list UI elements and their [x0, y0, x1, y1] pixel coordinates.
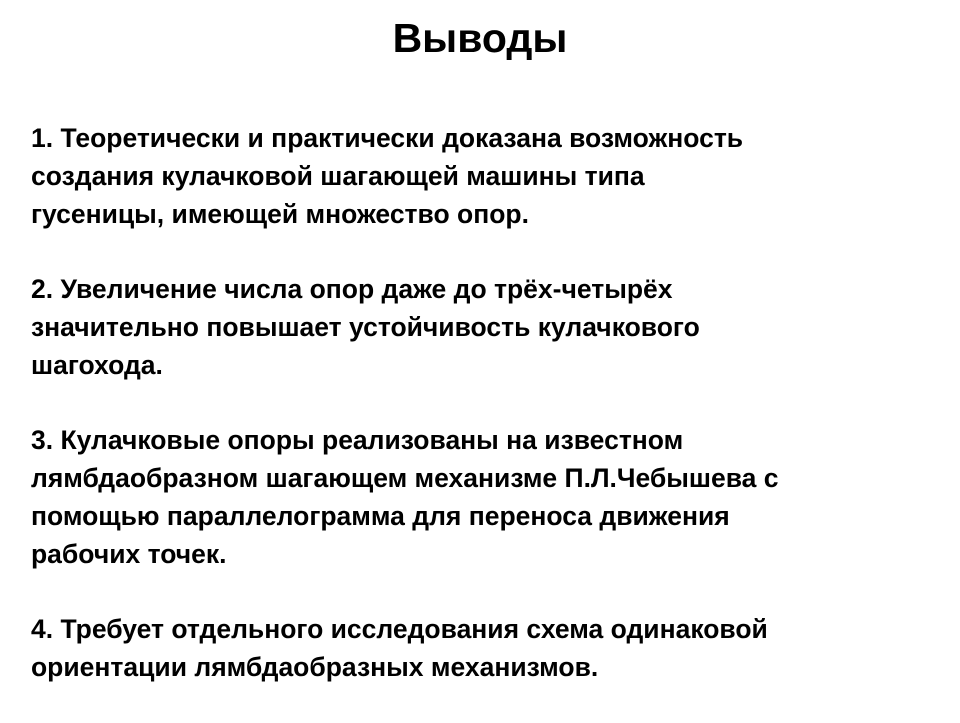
- item-line: лямбдаобразном шагающем механизме П.Л.Чебышева с: [31, 463, 779, 493]
- item-line: помощью параллелограмма для переноса движения: [31, 501, 730, 531]
- item-line: шагохода.: [31, 350, 163, 380]
- item-line: рабочих точек.: [31, 539, 227, 569]
- conclusion-item-1: [31, 119, 946, 233]
- conclusion-item-2: [31, 270, 946, 384]
- item-line: 4. Требует отдельного исследования схема одинаковой: [31, 614, 768, 644]
- item-line: 3. Кулачковые опоры реализованы на известном: [31, 425, 684, 455]
- item-line: создания кулачковой шагающей машины типа: [31, 161, 645, 191]
- conclusions-list: [31, 119, 946, 723]
- conclusion-item-4: [31, 610, 946, 686]
- item-line: 1. Теоретически и практически доказана возможность: [31, 123, 744, 153]
- slide-title: Выводы: [392, 15, 568, 61]
- item-line: 2. Увеличение числа опор даже до трёх-четырёх: [31, 274, 673, 304]
- item-line: гусеницы, имеющей множество опор.: [31, 199, 529, 229]
- item-line: ориентации лямбдаобразных механизмов.: [31, 652, 599, 682]
- conclusion-item-3: [31, 421, 946, 573]
- item-line: значительно повышает устойчивость кулачкового: [31, 312, 700, 342]
